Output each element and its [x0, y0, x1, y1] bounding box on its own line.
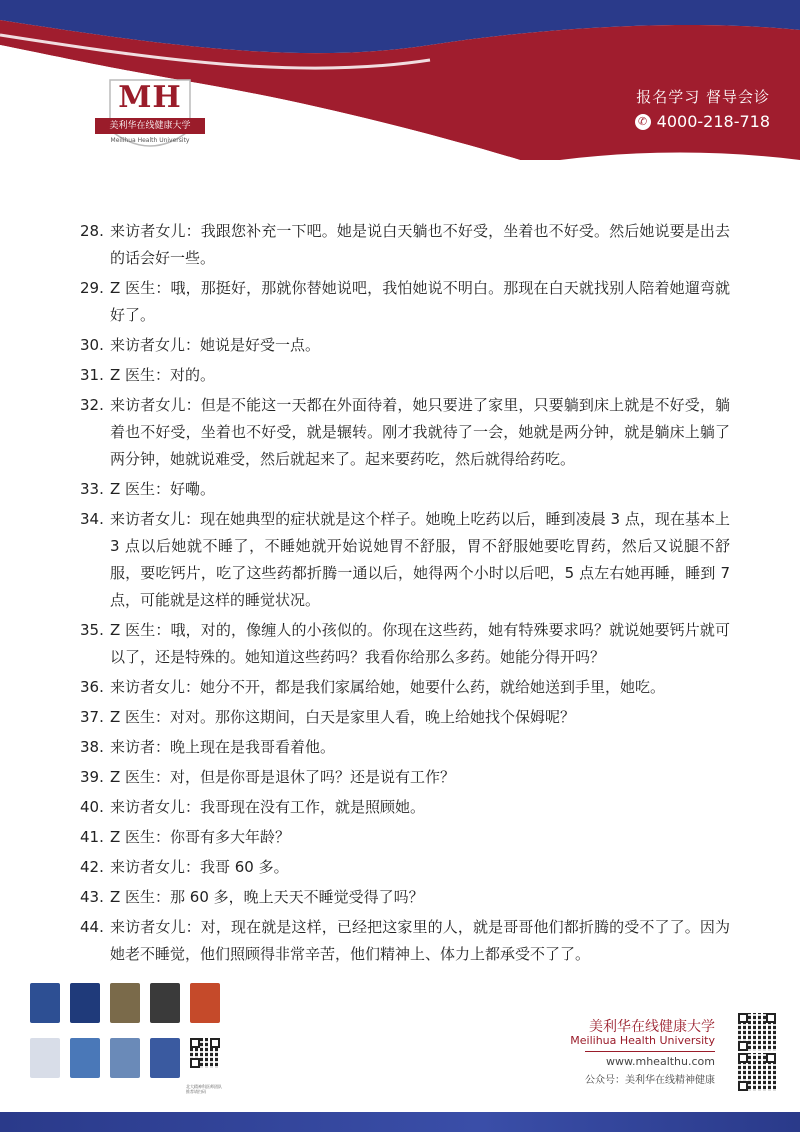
dialogue-number: 31.	[80, 366, 104, 384]
dialogue-number: 40.	[80, 798, 104, 816]
dialogue-text: 来访者女儿：她说是好受一点。	[110, 336, 321, 354]
dialogue-item	[80, 275, 730, 329]
dialogue-number: 29.	[80, 279, 104, 297]
logo-monogram: MH	[118, 80, 182, 115]
book-cover	[150, 1038, 180, 1078]
book-cover	[70, 1038, 100, 1078]
qr-code	[190, 1038, 220, 1068]
book-collage	[30, 983, 230, 1093]
dialogue-item	[80, 674, 730, 701]
book-cover	[70, 983, 100, 1023]
footer-wechat: 公众号：美利华在线精神健康	[585, 1075, 715, 1086]
dialogue-item	[80, 734, 730, 761]
dialogue-number: 41.	[80, 828, 104, 846]
dialogue-number: 33.	[80, 480, 104, 498]
dialogue-text: 来访者女儿：我哥现在没有工作，就是照顾她。	[110, 798, 426, 816]
dialogue-item	[80, 884, 730, 911]
dialogue-text: Z 医生：那 60 多，晚上天天不睡觉受得了吗？	[110, 888, 424, 906]
qr-code	[738, 1013, 776, 1051]
dialogue-number: 38.	[80, 738, 104, 756]
dialogue-number: 44.	[80, 918, 104, 936]
dialogue-text: Z 医生：对的。	[110, 366, 216, 384]
dialogue-number: 36.	[80, 678, 104, 696]
dialogue-item	[80, 332, 730, 359]
book-cover	[30, 1038, 60, 1078]
dialogue-item	[80, 794, 730, 821]
header-slogan: 报名学习 督导会诊	[636, 88, 770, 106]
dialogue-number: 43.	[80, 888, 104, 906]
dialogue-text: 来访者女儿：对，现在就是这样，已经把这家里的人，就是哥哥他们都折腾的受不了了。因为她老不睡觉，他们照顾得非常辛苦，他们精神上、体力上都承受不了了。	[110, 918, 730, 963]
dialogue-text: 来访者：晚上现在是我哥看着他。	[110, 738, 336, 756]
dialogue-number: 28.	[80, 222, 104, 240]
dialogue-number: 30.	[80, 336, 104, 354]
dialogue-item	[80, 392, 730, 473]
book-cover	[110, 1038, 140, 1078]
dialogue-text: Z 医生：好嘞。	[110, 480, 216, 498]
dialogue-text: 来访者女儿：她分不开，都是我们家属给她，她要什么药，就给她送到手里，她吃。	[110, 678, 666, 696]
footer-bar	[0, 1112, 800, 1132]
dialogue-transcript	[80, 218, 730, 971]
dialogue-number: 34.	[80, 510, 104, 528]
dialogue-item	[80, 506, 730, 614]
dialogue-item	[80, 218, 730, 272]
footer-website: www.mhealthu.com	[606, 1055, 715, 1068]
dialogue-text: 来访者女儿：我跟您补充一下吧。她是说白天躺也不好受，坐着也不好受。然后她说要是出去的话会好一些。	[110, 222, 730, 267]
dialogue-text: Z 医生：哦，对的，像缠人的小孩似的。你现在这些药，她有特殊要求吗？就说她要钙片就可以了，还是特殊的。她知道这些药吗？我看你给那么多药。她能分得开吗？	[110, 621, 730, 666]
logo-english-name: Meilihua Health University	[110, 137, 190, 144]
footer-divider	[585, 1051, 715, 1052]
dialogue-text: 来访者女儿：但是不能这一天都在外面待着，她只要进了家里，只要躺到床上就是不好受，躺着也不好受，坐着也不好受，就是辗转。刚才我就待了一会，她就是两分钟，就是躺床上躺了两分钟，她就说难受，然后就起来了。起来要药吃，然后就得给药吃。	[110, 396, 730, 468]
dialogue-text: Z 医生：对对。那你这期间，白天是家里人看，晚上给她找个保姆呢？	[110, 708, 576, 726]
dialogue-text: Z 医生：你哥有多大年龄？	[110, 828, 291, 846]
dialogue-item	[80, 617, 730, 671]
dialogue-item	[80, 824, 730, 851]
phone-number: 4000-218-718	[656, 112, 770, 131]
dialogue-text: Z 医生：哦，那挺好，那就你替她说吧，我怕她说不明白。那现在白天就找别人陪着她遛弯就好了。	[110, 279, 730, 324]
book-cover	[150, 983, 180, 1023]
dialogue-item	[80, 764, 730, 791]
dialogue-number: 32.	[80, 396, 104, 414]
logo-ribbon: 美利华在线健康大学	[95, 118, 205, 134]
qr-caption: 北大精神科医师团队 推荐请扫码	[186, 1084, 222, 1094]
footer-university-english: Meilihua Health University	[570, 1034, 715, 1047]
dialogue-number: 35.	[80, 621, 104, 639]
book-cover	[190, 983, 220, 1023]
dialogue-item	[80, 704, 730, 731]
dialogue-item	[80, 854, 730, 881]
dialogue-item	[80, 362, 730, 389]
header-phone	[635, 112, 770, 131]
university-logo	[95, 70, 205, 160]
qr-code	[738, 1053, 776, 1091]
dialogue-number: 37.	[80, 708, 104, 726]
dialogue-text: Z 医生：对，但是你哥是退休了吗？还是说有工作？	[110, 768, 456, 786]
dialogue-text: 来访者女儿：现在她典型的症状就是这个样子。她晚上吃药以后，睡到凌晨 3 点，现在基本上 3 点以后她就不睡了，不睡她就开始说她胃不舒服，胃不舒服她要吃胃药，然后又说腿不舒服，要吃钙片，吃了这些药都折腾一通以后，她得两个小时以后吧，5 点左右她再睡，睡到 7 点，可能就是这样的睡觉状况。	[110, 510, 730, 609]
book-cover	[30, 983, 60, 1023]
book-cover	[110, 983, 140, 1023]
dialogue-number: 42.	[80, 858, 104, 876]
dialogue-item	[80, 476, 730, 503]
dialogue-number: 39.	[80, 768, 104, 786]
footer-university-name: 美利华在线健康大学	[589, 1019, 715, 1035]
dialogue-text: 来访者女儿：我哥 60 多。	[110, 858, 289, 876]
dialogue-item	[80, 914, 730, 968]
phone-icon: ✆	[635, 114, 651, 130]
